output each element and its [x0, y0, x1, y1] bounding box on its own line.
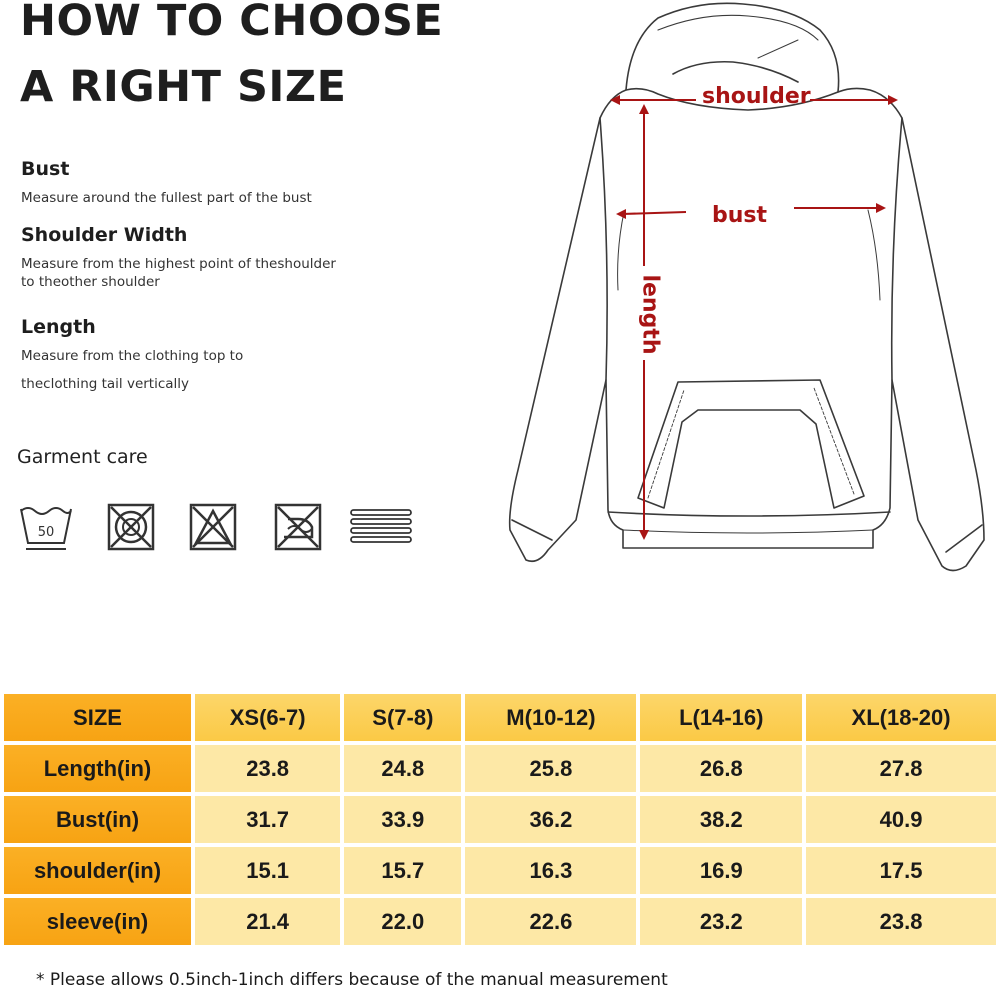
- table-cell: 25.8: [465, 745, 636, 792]
- size-header-row: [4, 694, 996, 741]
- table-cell: 27.8: [806, 745, 996, 792]
- size-header-xs: XS(6-7): [195, 694, 340, 741]
- shoulder-measure-label: shoulder: [702, 84, 811, 109]
- table-row: [4, 745, 996, 792]
- size-header-s: S(7-8): [344, 694, 461, 741]
- table-cell: 16.3: [465, 847, 636, 894]
- shoulder-width-description-line-2: to theother shoulder: [21, 274, 160, 290]
- length-description-line-1: Measure from the clothing top to: [21, 348, 244, 364]
- wash-50-icon: [18, 503, 74, 553]
- size-chart-table: [0, 690, 1000, 949]
- size-header-m: M(10-12): [465, 694, 636, 741]
- row-label-length: Length(in): [4, 745, 191, 792]
- no-iron-icon: [274, 503, 322, 551]
- wash-temp-label: 50: [37, 525, 55, 540]
- size-header-l: L(14-16): [640, 694, 802, 741]
- shoulder-width-heading: Shoulder Width: [21, 224, 188, 246]
- measurement-footnote: * Please allows 0.5inch-1inch differs because of the manual measurement: [36, 970, 668, 990]
- table-row: [4, 847, 996, 894]
- title-line-2: A RIGHT SIZE: [20, 62, 347, 112]
- length-description-line-2: theclothing tail vertically: [21, 376, 190, 392]
- table-cell: 26.8: [640, 745, 802, 792]
- table-cell: 36.2: [465, 796, 636, 843]
- table-cell: 22.0: [344, 898, 461, 945]
- no-tumble-dry-icon: [107, 503, 155, 551]
- table-cell: 16.9: [640, 847, 802, 894]
- bust-heading: Bust: [21, 158, 70, 180]
- table-cell: 22.6: [465, 898, 636, 945]
- table-cell: 15.7: [344, 847, 461, 894]
- table-cell: 23.2: [640, 898, 802, 945]
- table-cell: 33.9: [344, 796, 461, 843]
- table-row: [4, 898, 996, 945]
- bust-description: Measure around the fullest part of the bust: [21, 190, 312, 206]
- row-label-shoulder: shoulder(in): [4, 847, 191, 894]
- table-cell: 17.5: [806, 847, 996, 894]
- table-cell: 38.2: [640, 796, 802, 843]
- table-cell: 23.8: [195, 745, 340, 792]
- table-cell: 21.4: [195, 898, 340, 945]
- table-cell: 23.8: [806, 898, 996, 945]
- no-bleach-icon: [189, 503, 237, 551]
- table-row: [4, 796, 996, 843]
- size-corner-cell: SIZE: [4, 694, 191, 741]
- length-heading: Length: [21, 316, 96, 338]
- table-cell: 40.9: [806, 796, 996, 843]
- size-header-xl: XL(18-20): [806, 694, 996, 741]
- row-label-bust: Bust(in): [4, 796, 191, 843]
- bust-measure-label: bust: [712, 203, 768, 228]
- garment-care-heading: Garment care: [17, 446, 148, 468]
- shoulder-width-description-line-1: Measure from the highest point of theshoulder: [21, 256, 336, 272]
- title-line-1: HOW TO CHOOSE: [20, 0, 444, 46]
- dry-flat-icon: [350, 508, 412, 548]
- row-label-sleeve: sleeve(in): [4, 898, 191, 945]
- length-measure-label: length: [637, 274, 663, 355]
- table-cell: 24.8: [344, 745, 461, 792]
- table-cell: 31.7: [195, 796, 340, 843]
- table-cell: 15.1: [195, 847, 340, 894]
